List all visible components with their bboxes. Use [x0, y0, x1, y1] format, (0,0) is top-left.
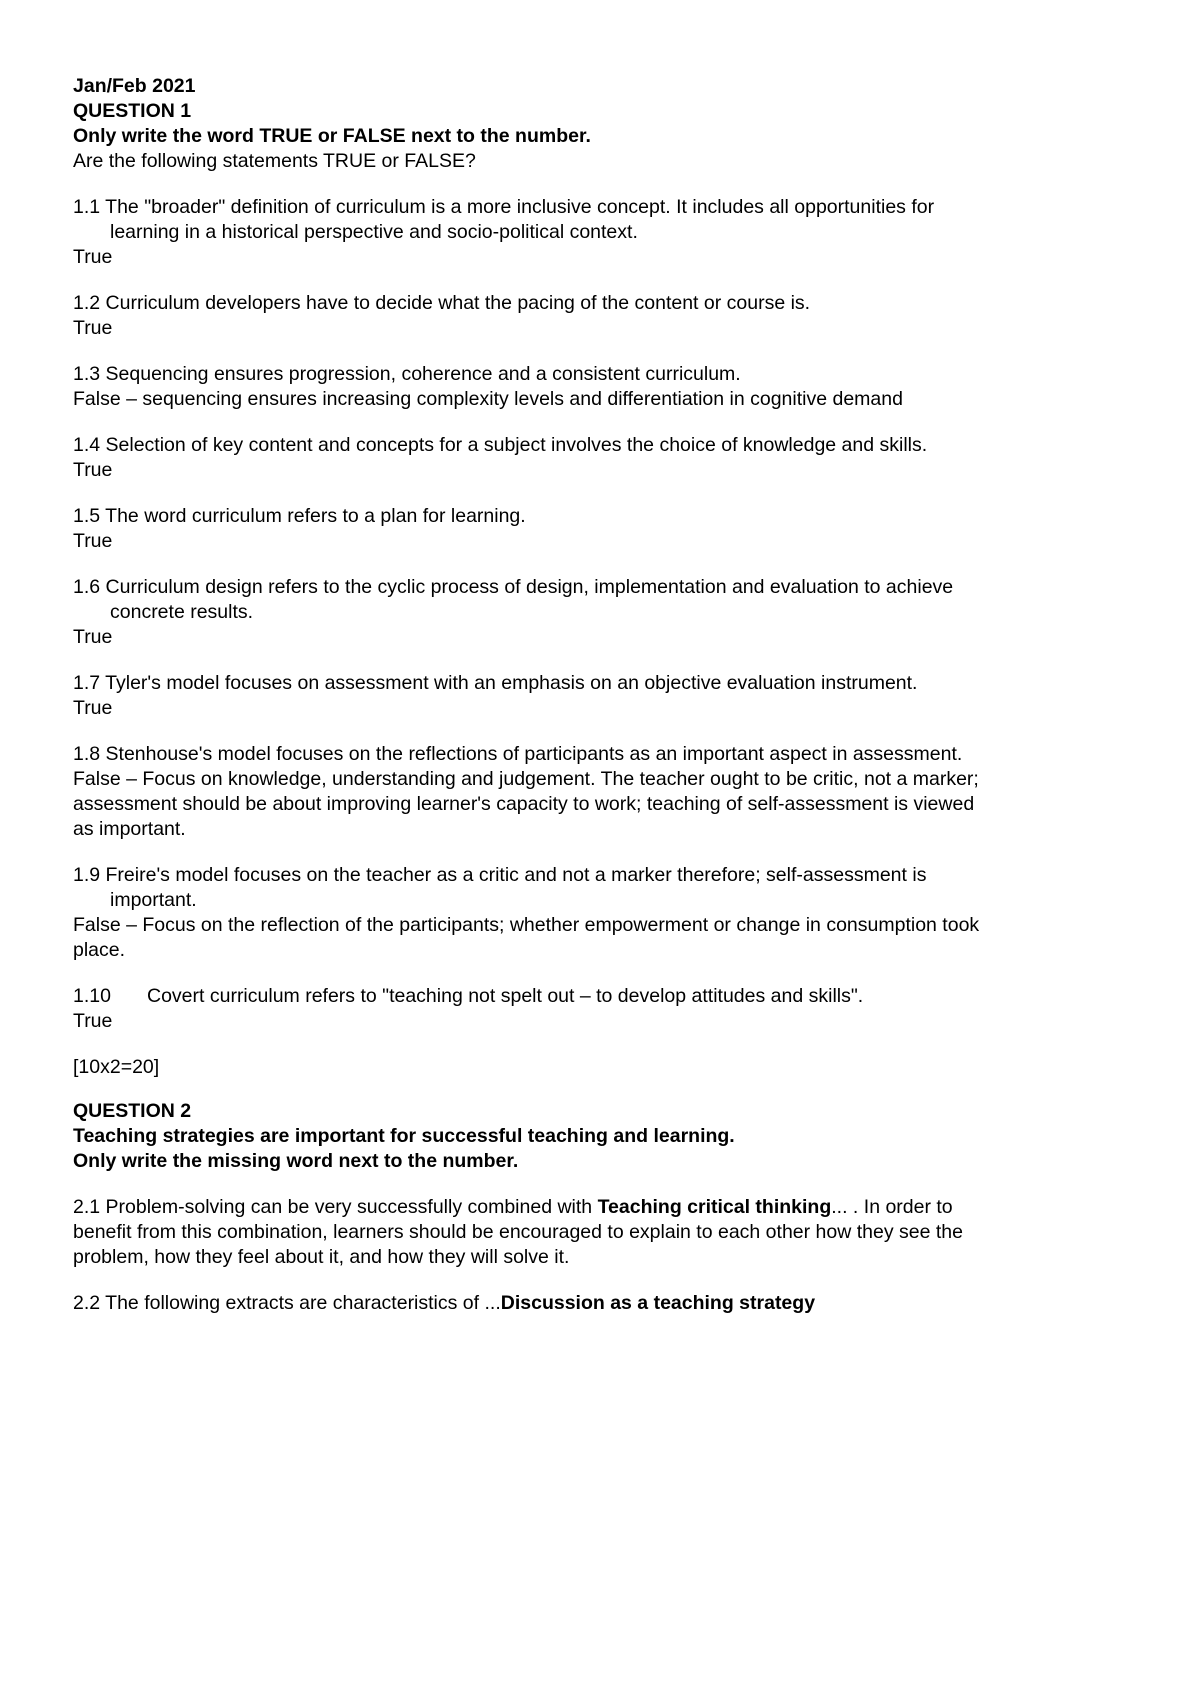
spacer: [73, 650, 1133, 671]
item-answer: True: [73, 530, 113, 552]
item-statement: 1.3 Sequencing ensures progression, coherence and a consistent curriculum.: [73, 363, 741, 385]
spacer: [73, 842, 1133, 863]
question1-item: [73, 362, 1133, 433]
question1-prompt: Are the following statements TRUE or FALSE?: [73, 150, 476, 172]
document-date: Jan/Feb 2021: [73, 75, 196, 97]
question2-item-1: [73, 1195, 1133, 1220]
item-answer: place.: [73, 939, 126, 961]
question1-item: [73, 575, 1133, 671]
item-answer: True: [73, 626, 113, 648]
item-answer: True: [73, 317, 113, 339]
question1-instruction: Only write the word TRUE or FALSE next to the number.: [73, 125, 591, 147]
question1-item: [73, 195, 1133, 291]
question1-item: [73, 671, 1133, 742]
item-statement: learning in a historical perspective and socio-political context.: [110, 221, 638, 243]
item-answer: as important.: [73, 818, 186, 840]
item-answer: False – Focus on knowledge, understanding and judgement. The teacher ought to be critic, not a marker;: [73, 768, 979, 790]
item-statement: 1.9 Freire's model focuses on the teacher as a critic and not a marker therefore; self-assessment is: [73, 864, 927, 886]
item-answer: True: [73, 459, 113, 481]
question2-instruction-2: Only write the missing word next to the number.: [73, 1150, 519, 1172]
spacer: [73, 963, 1133, 984]
spacer: [73, 412, 1133, 433]
question1-item-10: [73, 984, 1133, 1009]
spacer: [73, 1034, 1133, 1055]
item-statement-line: benefit from this combination, learners should be encouraged to explain to each other how they see the: [73, 1221, 963, 1243]
question2-instruction-1: Teaching strategies are important for successful teaching and learning.: [73, 1125, 735, 1147]
item-statement: 1.7 Tyler's model focuses on assessment with an emphasis on an objective evaluation instrument.: [73, 672, 918, 694]
item-answer: assessment should be about improving learner's capacity to work; teaching of self-assessment is viewed: [73, 793, 975, 815]
spacer: [73, 554, 1133, 575]
question1-item: [73, 742, 1133, 863]
item-statement: important.: [110, 889, 197, 911]
item-statement: 2.1 Problem-solving can be very successfully combined with: [73, 1196, 598, 1218]
spacer: [73, 174, 1133, 195]
question1-marks: [10x2=20]: [73, 1056, 160, 1078]
question1-item: [73, 863, 1133, 984]
item-statement: 1.2 Curriculum developers have to decide what the pacing of the content or course is.: [73, 292, 811, 314]
spacer: [73, 721, 1133, 742]
document-page: [73, 74, 1133, 1316]
item-statement: 1.8 Stenhouse's model focuses on the reflections of participants as an important aspect in assessment.: [73, 743, 963, 765]
question1-title: QUESTION 1: [73, 100, 192, 122]
spacer: [73, 1270, 1133, 1291]
question2-title: QUESTION 2: [73, 1100, 192, 1122]
item-answer: True: [73, 697, 113, 719]
spacer: [73, 483, 1133, 504]
item-answer: False – sequencing ensures increasing complexity levels and differentiation in cognitive demand: [73, 388, 903, 410]
item-answer: Discussion as a teaching strategy: [500, 1292, 816, 1314]
item-statement: ... . In order to: [831, 1196, 953, 1218]
item-statement-line: problem, how they feel about it, and how they will solve it.: [73, 1246, 570, 1268]
question1-item: [73, 504, 1133, 575]
question1-item: [73, 433, 1133, 504]
question1-items: [73, 195, 1133, 984]
question1-item: [73, 291, 1133, 362]
item-statement: Covert curriculum refers to "teaching not spelt out – to develop attitudes and skills".: [147, 985, 864, 1007]
question2-item-2: [73, 1291, 1133, 1316]
item-statement: 2.2 The following extracts are characteristics of ...: [73, 1292, 501, 1314]
spacer: [73, 270, 1133, 291]
item-answer: Teaching critical thinking: [597, 1196, 832, 1218]
spacer: [73, 341, 1133, 362]
item-statement: concrete results.: [110, 601, 254, 623]
item-statement: 1.4 Selection of key content and concepts for a subject involves the choice of knowledge and skills.: [73, 434, 928, 456]
item-answer: True: [73, 1010, 113, 1032]
item-statement: 1.6 Curriculum design refers to the cyclic process of design, implementation and evaluation to achieve: [73, 576, 954, 598]
item-statement: 1.5 The word curriculum refers to a plan for learning.: [73, 505, 526, 527]
item-answer: True: [73, 246, 113, 268]
item-answer: False – Focus on the reflection of the participants; whether empowerment or change in consumption took: [73, 914, 980, 936]
spacer: [73, 1080, 1133, 1099]
item-number: 1.10: [73, 985, 111, 1007]
spacer: [73, 1174, 1133, 1195]
item-statement: 1.1 The "broader" definition of curriculum is a more inclusive concept. It includes all opportunities for: [73, 196, 935, 218]
